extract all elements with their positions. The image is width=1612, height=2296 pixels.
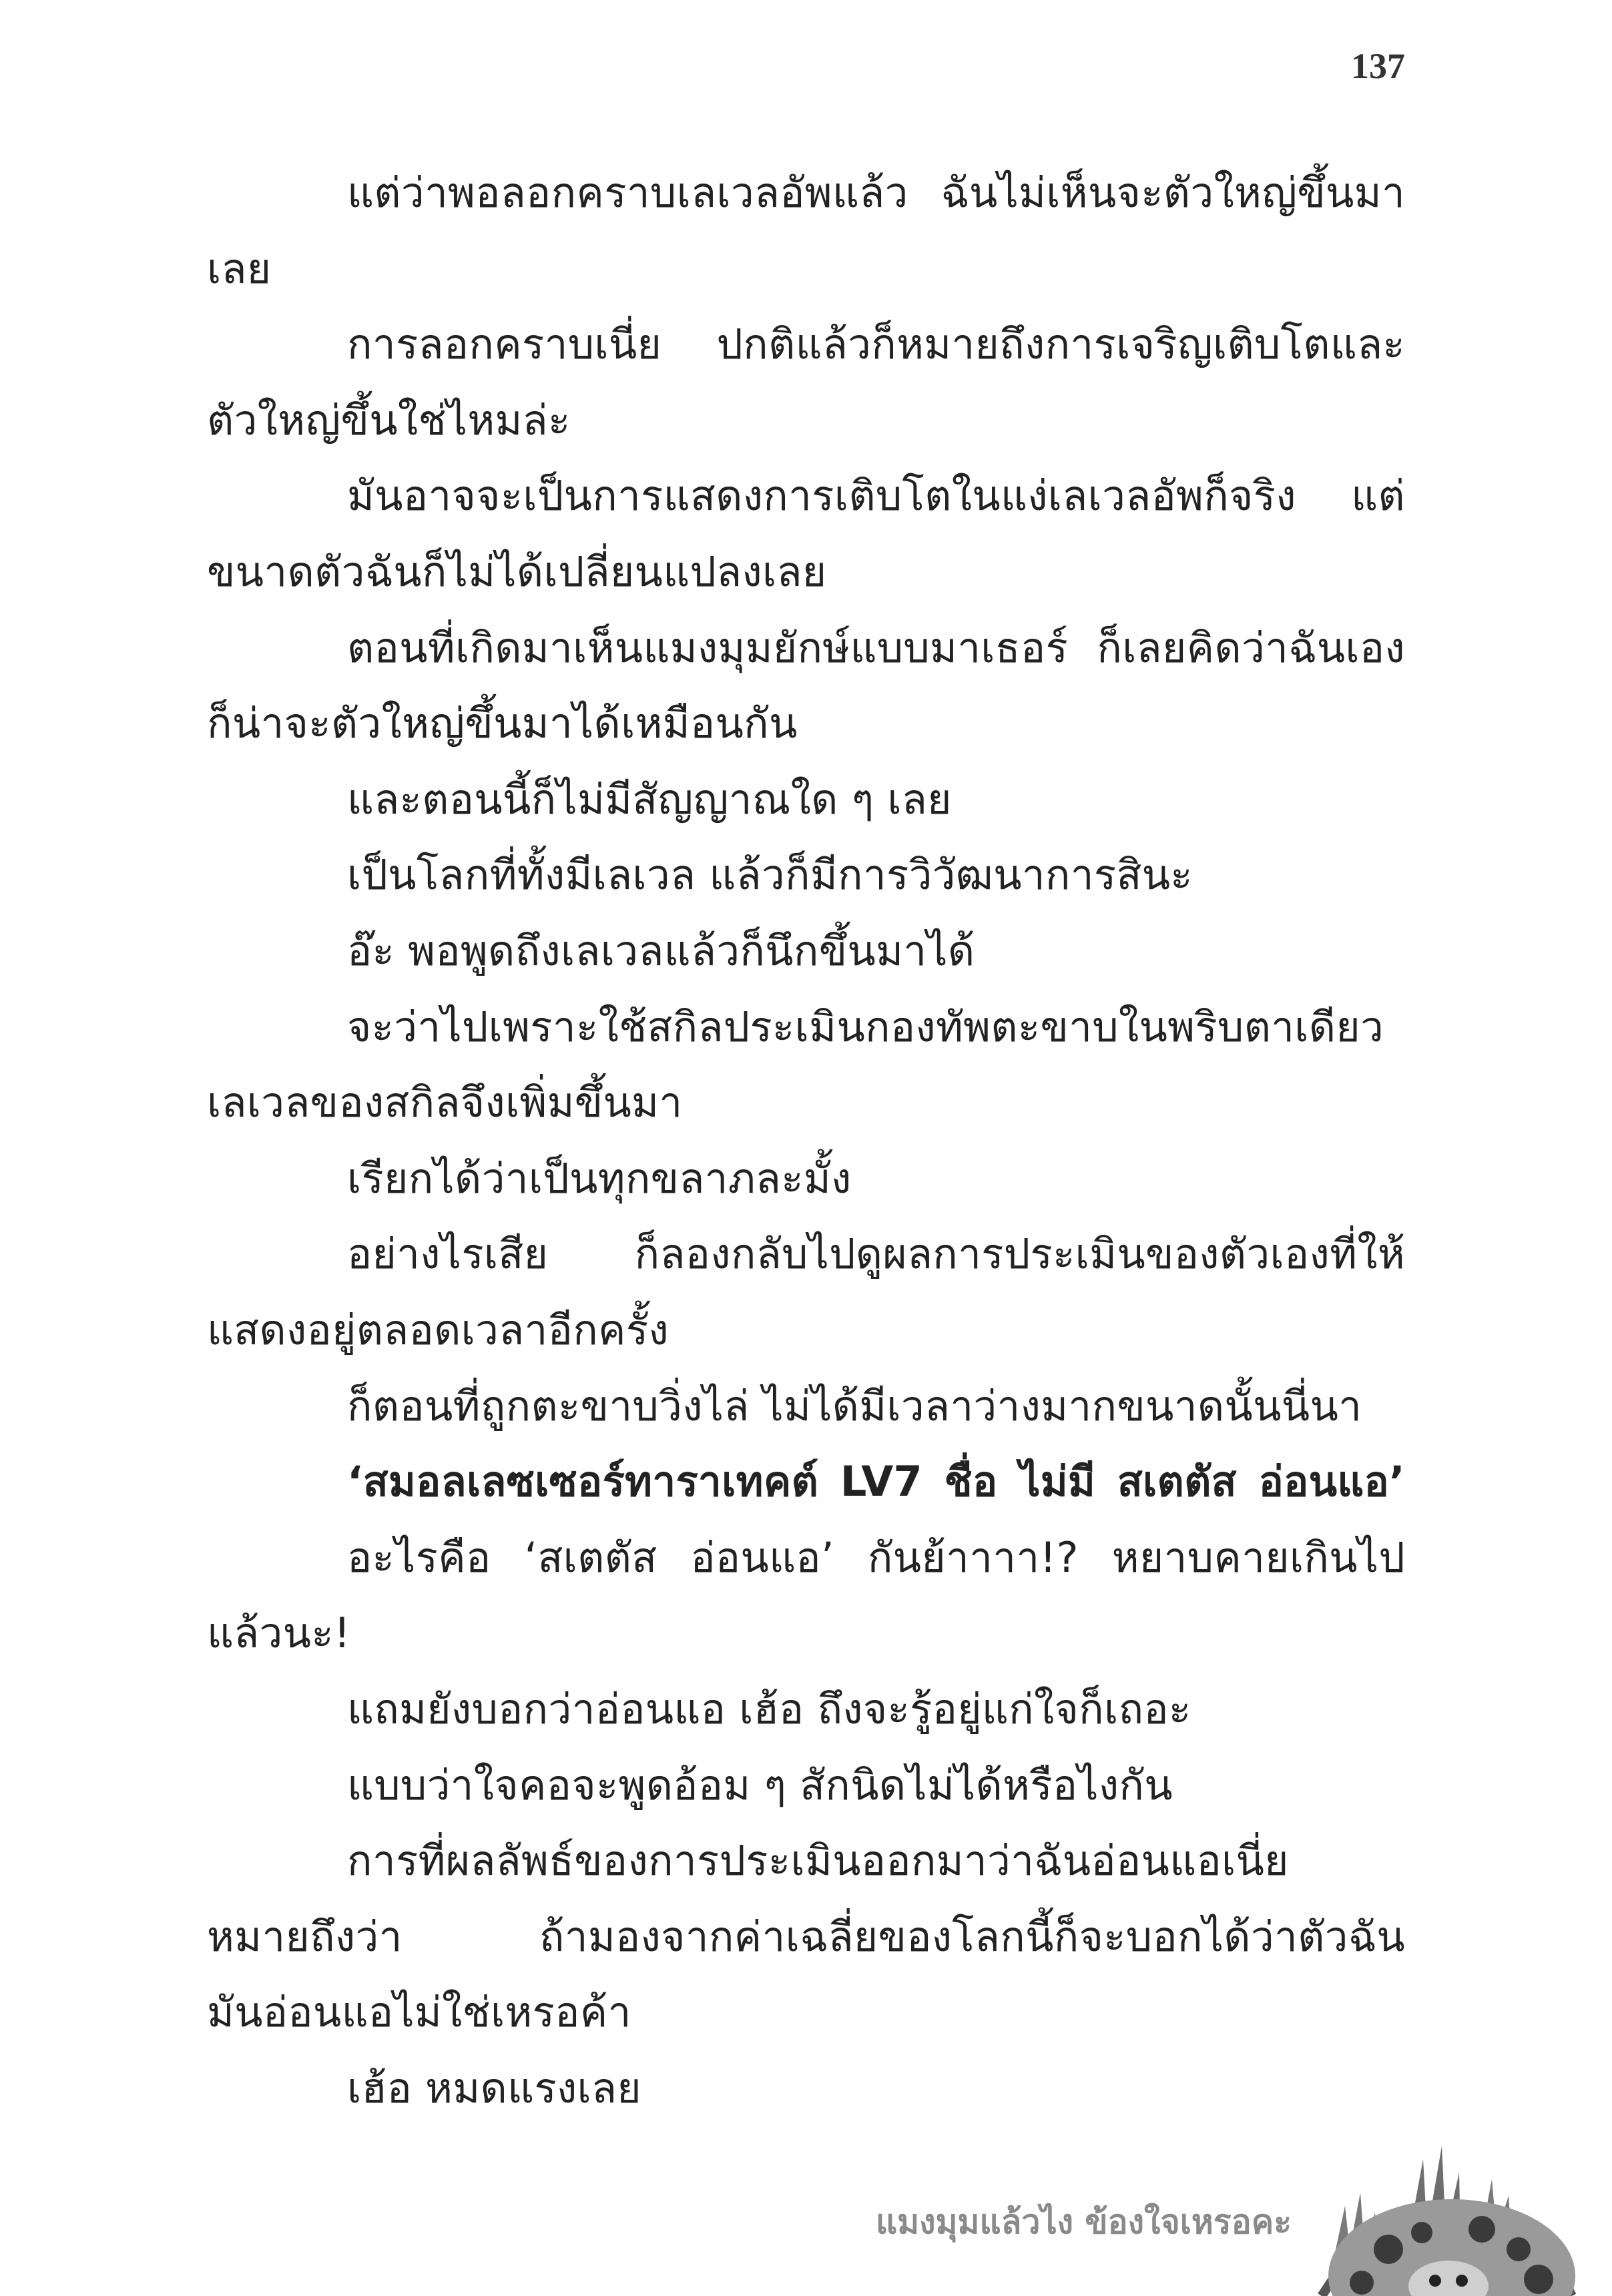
text-line: แต่ว่าพอลอกคราบเลเวลอัพแล้ว ฉันไม่เห็นจะตัวใหญ่ขึ้นมา [347,168,1405,217]
text-line: ก็น่าจะตัวใหญ่ขึ้นมาได้เหมือนกัน [207,699,798,748]
text-line: ตอนที่เกิดมาเห็นแมงมุมยักษ์แบบมาเธอร์ ก็เลยคิดว่าฉันเอง [347,623,1405,672]
page-number: 137 [1351,46,1405,86]
text-line: จะว่าไปเพราะใช้สกิลประเมินกองทัพตะขาบในพริบตาเดียว [347,1002,1384,1051]
text-line: เลย [207,244,272,293]
text-line: การลอกคราบเนี่ย ปกติแล้วก็หมายถึงการเจริญเติบโตและ [347,320,1405,369]
text-line: ขนาดตัวฉันก็ไม่ได้เปลี่ยนแปลงเลย [207,547,827,596]
text-line: การที่ผลลัพธ์ของการประเมินออกมาว่าฉันอ่อนแอเนี่ย [347,1836,1289,1886]
running-footer-title: แมงมุมแล้วไง ข้องใจเหรอคะ [876,2203,1292,2241]
text-line: เฮ้อ หมดแรงเลย [347,2064,641,2112]
text-line: อะไรคือ ‘สเตตัส อ่อนแอ’ กันย้าาาา!? หยาบคายเกินไป [347,1532,1405,1582]
text-line: มันอาจจะเป็นการแสดงการเติบโตในแง่เลเวลอัพก็จริง แต่ [347,471,1405,521]
text-line: แบบว่าใจคอจะพูดอ้อม ๆ สักนิดไม่ได้หรือไงกัน [347,1760,1173,1809]
text-line: ก็ตอนที่ถูกตะขาบวิ่งไล่ ไม่ได้มีเวลาว่างมากขนาดนั้นนี่นา [347,1381,1362,1430]
text-line: ‘สมอลเลซเซอร์ทาราเทคต์ LV7 ชื่อ ไม่มี สเตตัส อ่อนแอ’ [347,1457,1405,1506]
text-line: เป็นโลกที่ทั้งมีเลเวล แล้วก็มีการวิวัฒนาการสินะ [347,850,1193,900]
text-line: หมายถึงว่า ถ้ามองจากค่าเฉลี่ยของโลกนี้ก็จะบอกได้ว่าตัวฉัน [207,1912,1405,1961]
text-line: เลเวลของสกิลจึงเพิ่มขึ้นมา [207,1078,683,1127]
text-line: แถมยังบอกว่าอ่อนแอ เฮ้อ ถึงจะรู้อยู่แก่ใจก็เถอะ [347,1685,1191,1733]
text-line: มันอ่อนแอไม่ใช่เหรอค้า [207,1988,631,2037]
text-line: อ๊ะ พอพูดถึงเลเวลแล้วก็นึกขึ้นมาได้ [347,926,975,975]
text-line: แสดงอยู่ตลอดเวลาอีกครั้ง [207,1306,669,1354]
text-line: ตัวใหญ่ขึ้นใช่ไหมล่ะ [207,395,571,445]
text-line: เรียกได้ว่าเป็นทุกขลาภละมั้ง [347,1153,852,1203]
text-line: และตอนนี้ก็ไม่มีสัญญาณใด ๆ เลย [347,774,952,824]
spider-mascot-icon [1308,2132,1612,2296]
text-line: อย่างไรเสีย ก็ลองกลับไปดูผลการประเมินของตัวเองที่ให้ [347,1229,1405,1279]
text-line: แล้วนะ! [207,1609,351,1658]
